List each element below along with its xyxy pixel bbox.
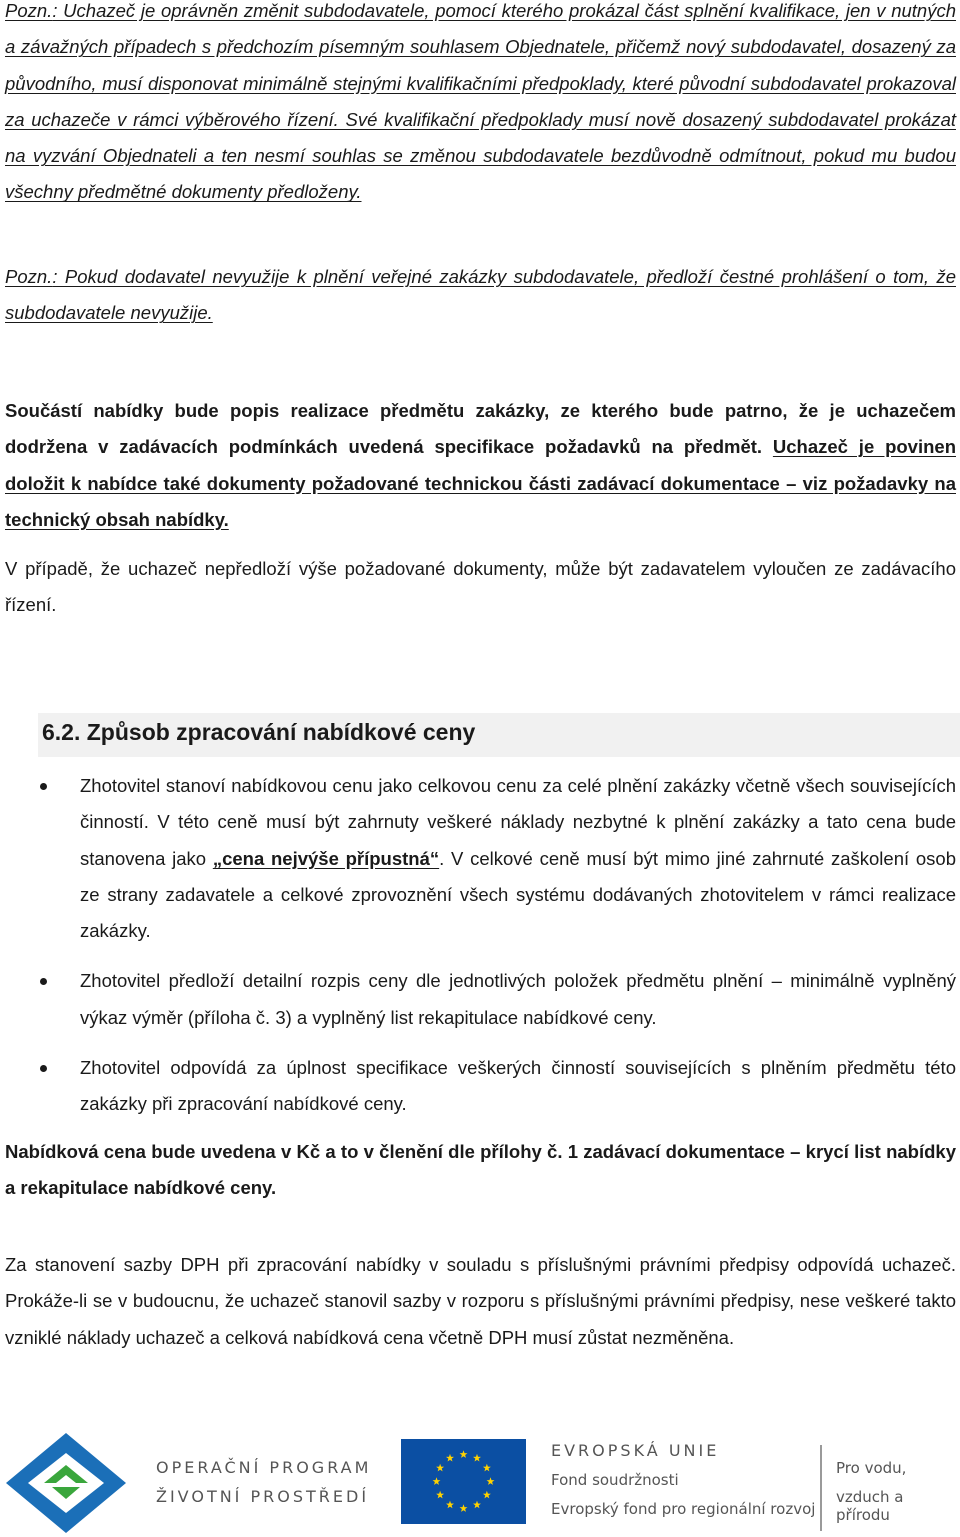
eu-title: EVROPSKÁ UNIE — [551, 1441, 720, 1460]
footer-logos — [0, 1425, 960, 1537]
section-heading: 6.2. Způsob zpracování nabídkové ceny — [38, 713, 960, 757]
bullet-text: Zhotovitel odpovídá za úplnost specifikace veškerých činností souvisejících s plněním předmětu této zakázky při zpracování nabídkové ceny. — [80, 1057, 956, 1115]
price-rules-list — [0, 768, 960, 1123]
eu-fund-cohesion: Fond soudržnosti — [551, 1471, 679, 1489]
list-item — [0, 963, 956, 1036]
offer-content-requirements — [5, 393, 956, 538]
eu-fund-regional: Evropský fond pro regionální rozvoj — [551, 1500, 816, 1518]
bullet-dot — [40, 978, 47, 985]
offer-description-text: Součástí nabídky bude popis realizace předmětu zakázky, ze kterého bude patrno, že je uchazečem dodržena v zadávacích podmínkách uvedená specifikace požadavků na předmět. — [5, 400, 956, 458]
bullet-text: Zhotovitel stanoví nabídkovou cenu jako celkovou cenu za celé plnění zakázky včetně všech souvisejících činností. V této ceně musí být zahrnuty veškeré náklady nezbytné k plnění zakázky a tato cena bude stanovena jako — [80, 775, 956, 869]
note-text: : Uchazeč je oprávněn změnit subdodavatele, pomocí kterého prokázal část splnění kvalifikace, jen v nutných a závažných případech s předchozím písemným souhlasem Objednatele, přičemž nový subdodavatel, dosazený za původního, musí disponovat minimálně stejnými kvalifikačními předpoklady, které původní subdodavatel prokazoval za uchazeče v rámci výběrového řízení. Své kvalifikační předpoklady musí nově dosazený subdodavatel prokázat na vyzvání Objednateli a ten nesmí souhlas se změnou subdodavatele bezdůvodně odmítnout, pokud mu budou všechny předmětné dokumenty předloženy. — [5, 0, 956, 203]
footer-divider — [820, 1445, 822, 1531]
list-item — [0, 768, 956, 949]
vat-responsibility-note: Za stanovení sazby DPH při zpracování nabídky v souladu s příslušnými právními předpisy odpovídá uchazeč. Prokáže-li se v budoucnu, že uchazeč stanovil sazby v rozporu s příslušnými právními předpisy, nese veškeré takto vzniklé náklady uchazeč a celková nabídková cena včetně DPH musí zůstat nezměněna. — [5, 1254, 956, 1348]
bullet-text: Zhotovitel předloží detailní rozpis ceny dle jednotlivých položek předmětu plnění – minimálně vyplněný výkaz výměr (příloha č. 3) a vyplněný list rekapitulace nabídkové ceny. — [80, 970, 956, 1028]
bullet-dot — [40, 1065, 47, 1072]
slogan-line1: Pro vodu, — [836, 1459, 907, 1477]
op-line1: OPERAČNÍ PROGRAM — [156, 1458, 372, 1477]
note-subcontractor-change — [5, 0, 956, 211]
offer-documents-text: Uchazeč je povinen doložit k nabídce také dokumenty požadované technickou části zadávací dokumentace – viz požadavky na technický obsah nabídky. — [5, 436, 956, 530]
bullet-dot — [40, 783, 47, 790]
note-label: Pozn. — [5, 0, 53, 21]
exclusion-warning: V případě, že uchazeč nepředloží výše požadované dokumenty, může být zadavatelem vyloučen ze zadávacího řízení. — [5, 558, 956, 616]
slogan-line2: vzduch a přírodu — [836, 1488, 904, 1524]
price-currency-note: Nabídková cena bude uvedena v Kč a to v členění dle přílohy č. 1 zadávací dokumentace – krycí list nabídky a rekapitulace nabídkové ceny. — [5, 1141, 956, 1199]
note-no-subcontractor — [5, 259, 956, 332]
bullet-text: . V celkové ceně musí být mimo jiné zahrnuté zaškolení osob ze strany zadavatele a celkové zprovoznění všech systému dodávaných zhotovitelem v rámci realizace zakázky. — [80, 847, 956, 942]
max-price-term: „cena nejvýše přípustná“ — [212, 847, 440, 869]
eu-flag-icon — [401, 1439, 526, 1524]
list-item — [0, 1050, 956, 1123]
op-line2: ŽIVOTNÍ PROSTŘEDÍ — [156, 1487, 370, 1506]
note-text: : Pokud dodavatel nevyužije k plnění veřejné zakázky subdodavatele, předloží čestné prohlášení o tom, že subdodavatele nevyužije. — [5, 266, 956, 324]
note-label: Pozn. — [5, 266, 53, 287]
op-zp-logo-icon — [4, 1431, 134, 1535]
